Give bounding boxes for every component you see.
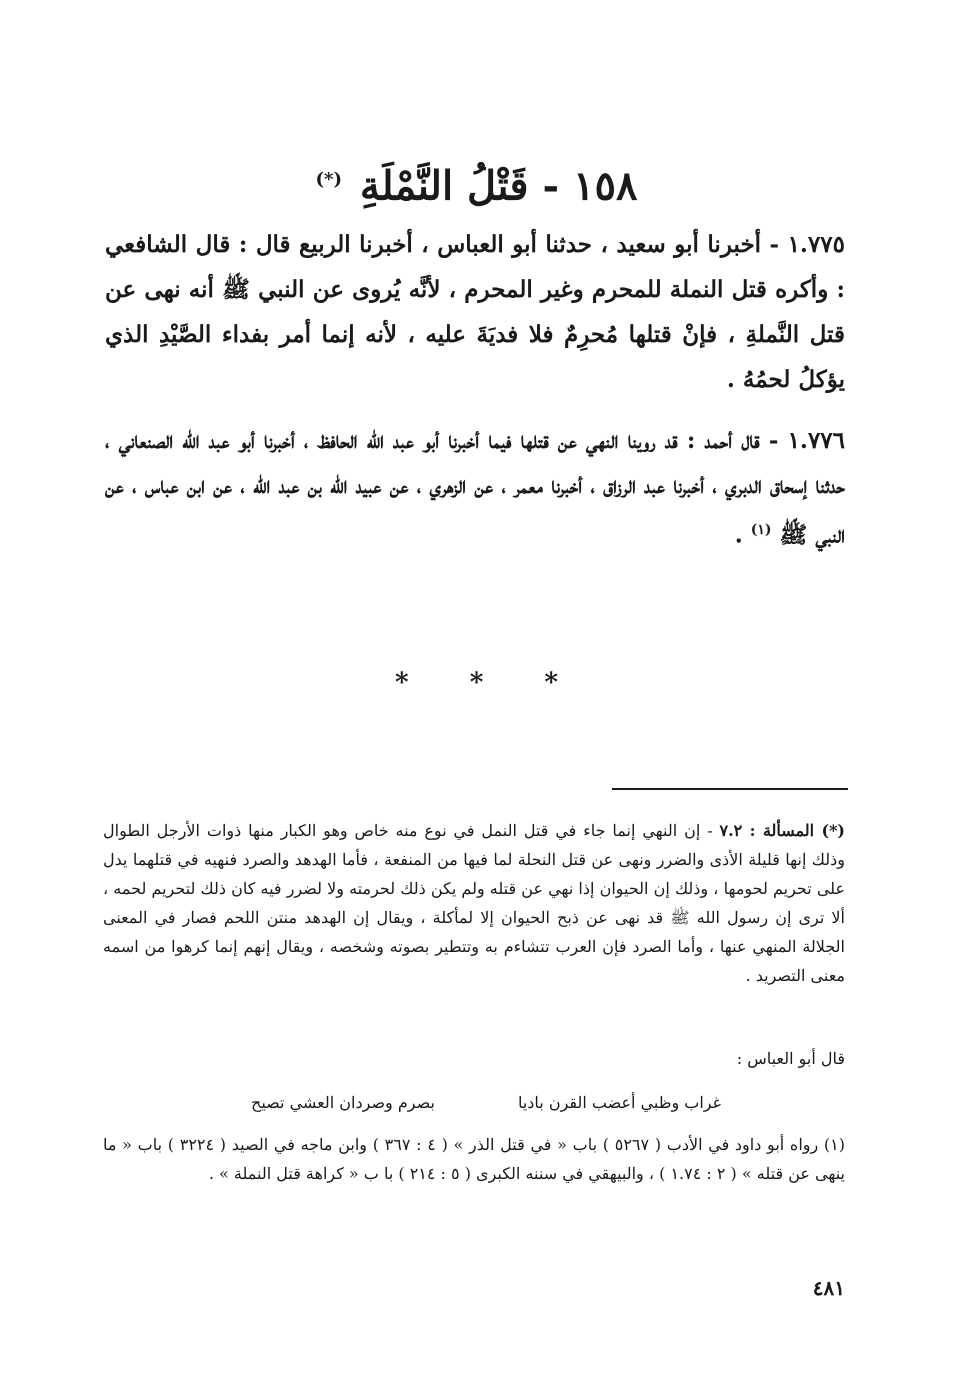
- page-number: ٤٨١: [812, 1276, 845, 1300]
- footnote-author-line: قال أبو العباس :: [736, 1049, 845, 1068]
- paragraph-end: .: [734, 521, 743, 549]
- chapter-title: قَتْلُ النَّمْلَةِ: [359, 162, 529, 210]
- footnote-reference: (١): [750, 522, 772, 538]
- chapter-heading: [0, 148, 953, 218]
- footnote-star: [103, 816, 845, 990]
- poetry-verse: [251, 1088, 721, 1117]
- chapter-number: ١٥٨: [573, 162, 638, 210]
- footnote-rule: [612, 788, 848, 790]
- section-separator: * * *: [395, 668, 558, 698]
- footnote-star-text: - إن النهي إنما جاء في قتل النمل في نوع منه خاص وهو الكبار منها ذوات الأرجل الطوال وذلك إنها قليلة الأذى والضرر ونهى عن قتل النحلة لما فيها من المنفعة ، فأما الهدهد والصرد فنهيه في قتلهما يدل على تحريم لحومها ، وذلك إن الحيوان إذا نهي عن قتله ولم يكن ذلك لحرمته ولا لضرر فيه كان ذلك لتحريم لحمه ، ألا ترى إن رسول الله ﷺ قد نهى عن ذبح الحيوان إلا لمأكلة ، ويقال إن الهدهد منتن اللحم فصار في المعنى الجلالة المنهي عنها ، وأما الصرد فإن العرب تتشاءم به وتتطير بصوته وشخصه ، ويقال إنهم إنما كرهوا من اسمه معنى التصريد .: [103, 821, 845, 985]
- footnote-1: (١) رواه أبو داود في الأدب ( ٥٢٦٧ ) باب « في قتل الذر » ( ٤ : ٣٦٧ ) وابن ماجه في الصيد ( ٣٢٢٤ ) باب « ما ينهى عن قتله » ( ٢ : ١.٧٤ ) ، والبيهقي في سننه الكبرى ( ٥ : ٢١٤ ) با ب « كراهة قتل النملة » .: [103, 1135, 846, 1183]
- paragraph-1776: [105, 418, 845, 558]
- verse-second-hemistich: بصرم وصردان العشي تصيح: [251, 1093, 435, 1112]
- paragraph-1775: [105, 222, 845, 402]
- paragraph-text: ١.٧٧٦ - قال أحمد : قد روينا النهي عن قتلها فيما أخبرنا أبو عبد الله الحافظ ، أخبرنا أبو عبد الله الصنعاني ، حدثنا إسحاق الدبري ، أخبرنا عبد الرزاق ، أخبرنا معمر ، عن الزهري ، عن عبيد الله بن عبد الله ، عن ابن عباس ، عن النبي ﷺ: [105, 427, 845, 549]
- verse-first-hemistich: غراب وظبي أعضب القرن باديا: [517, 1093, 721, 1112]
- chapter-footnote-mark: (*): [315, 169, 342, 190]
- chapter-dash: -: [542, 162, 560, 210]
- paragraph-text: ١.٧٧٥ - أخبرنا أبو سعيد ، حدثنا أبو العباس ، أخبرنا الربيع قال : قال الشافعي : وأكره قتل النملة للمحرم وغير المحرم ، لأنَّه يُروى عن النبي ﷺ أنه نهى عن قتل النَّملةِ ، فإنْ قتلها مُحرِمٌ فلا فديَةَ عليه ، لأنه إنما أمر بفداء الصَّيْدِ الذي يؤكلُ لحمُهُ .: [105, 231, 845, 393]
- footnote-star-lead: (*) المسألة : ٧.٢: [719, 821, 846, 840]
